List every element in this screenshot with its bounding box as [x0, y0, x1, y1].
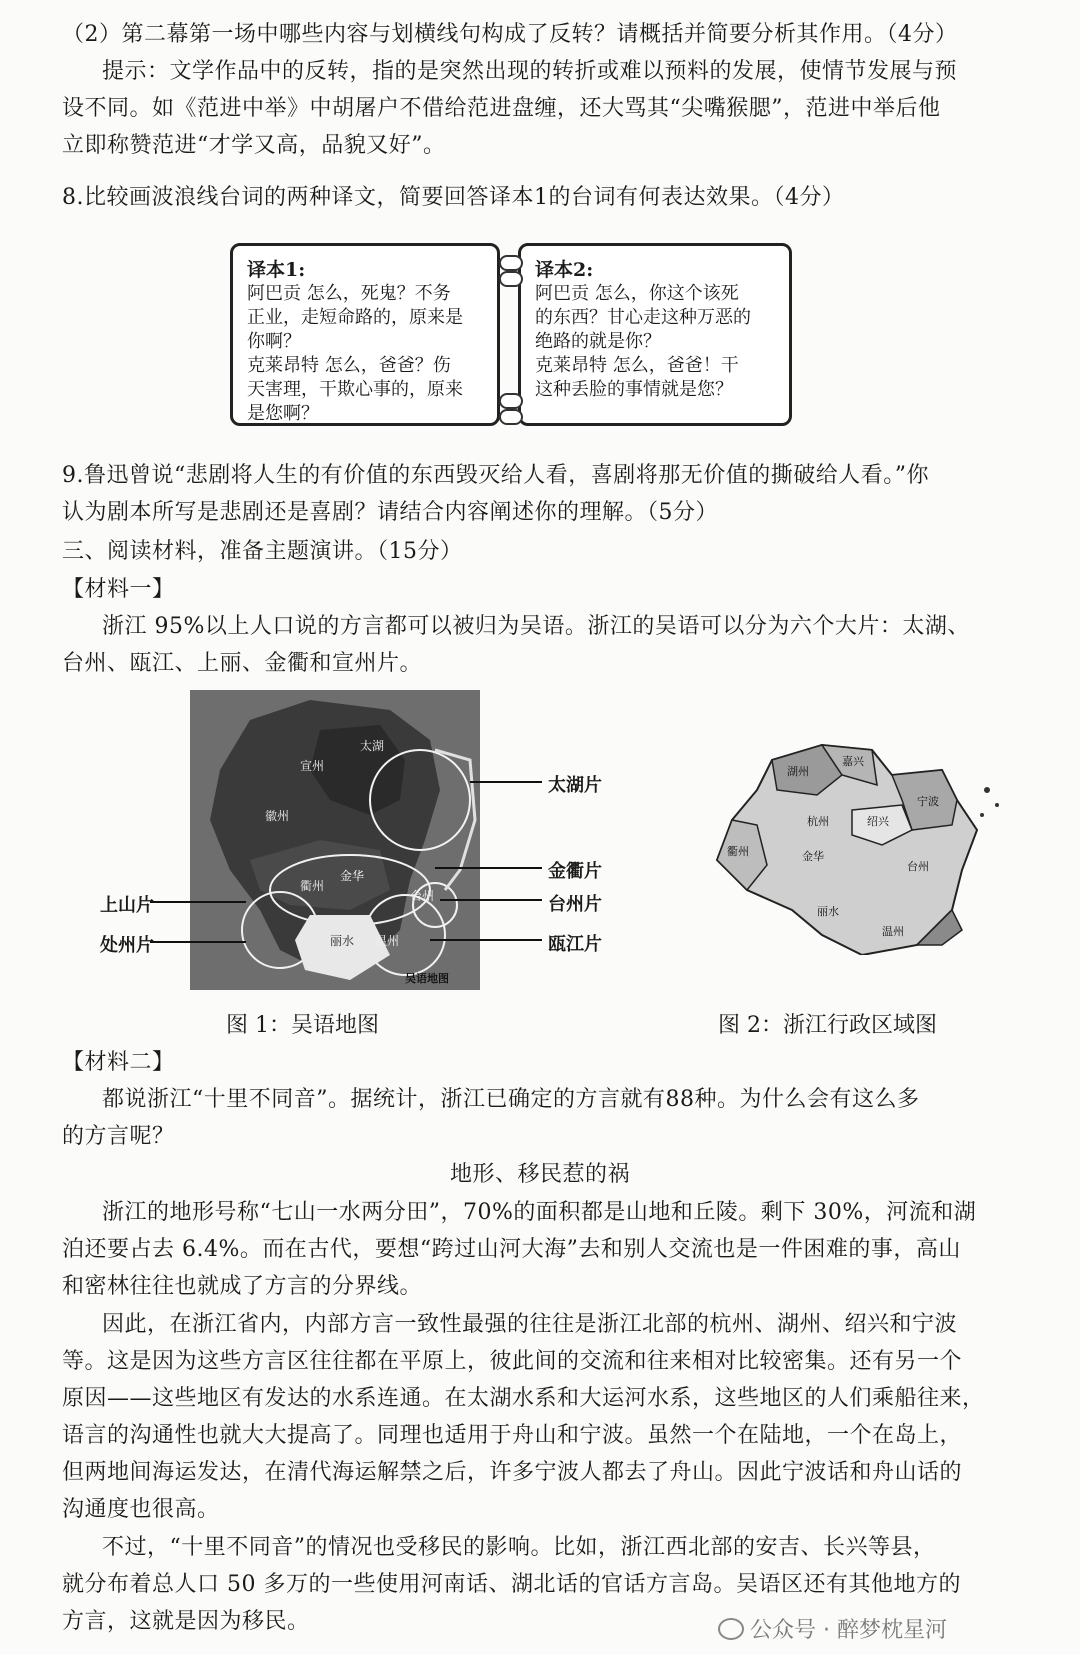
material-1-text: 台州、瓯江、上丽、金衢和宣州片。 [62, 651, 423, 676]
map1-region-label: 衢州 [300, 879, 325, 893]
map2-region-label: 绍兴 [867, 815, 889, 828]
binder-ring-icon [499, 409, 523, 425]
paragraph-line: 不过，“十里不同音”的情况也受移民的影响。比如，浙江西北部的安吉、长兴等县， [102, 1535, 936, 1560]
paragraph-line: 方言，这就是因为移民。 [62, 1609, 310, 1634]
map2-region-label: 宁波 [917, 795, 939, 808]
map1-inner-title: 吴语地图 [405, 972, 449, 985]
map2-region-label: 嘉兴 [842, 755, 864, 768]
paragraph-line: 等。这是因为这些方言区往往都在平原上，彼此间的交流和往来相对比较密集。还有另一个 [62, 1349, 963, 1374]
translation-1-title: 译本1: [247, 259, 306, 281]
watermark-text: 公众号 · 醉梦枕星河 [750, 1618, 947, 1643]
wechat-icon [718, 1618, 744, 1640]
callout-jinqu: 金衢片 [548, 861, 602, 882]
map2-region-label: 温州 [882, 925, 904, 938]
map2-region-label: 台州 [907, 860, 929, 873]
callout-chuzhou: 处州片 [100, 935, 154, 956]
map1-region-label: 徽州 [265, 809, 290, 823]
map1-region-label: 金华 [340, 869, 365, 883]
figure-2-caption: 图 2：浙江行政区域图 [718, 1013, 937, 1038]
translation-1-body: 阿巴贡 怎么，死鬼？不务 正业，走短命路的，原来是 你啊？ 克莱昂特 怎么，爸爸？伤 天害理，干欺心事的，原来 是您啊？ [247, 283, 463, 424]
hint-line: 设不同。如《范进中举》中胡屠户不借给范进盘缠，还大骂其“尖嘴猴腮”，范进中举后他 [62, 96, 941, 121]
question-8: 8.比较画波浪线台词的两种译文，简要回答译本1的台词有何表达效果。（4分） [62, 185, 845, 210]
translation-box-1 [230, 243, 500, 426]
paragraph-line: 就分布着总人口 50 多万的一些使用河南话、湖北话的官话方言岛。吴语区还有其他地方的 [62, 1572, 961, 1597]
binder-ring-icon [499, 393, 523, 409]
paragraph-line: 语言的沟通性也就大大提高了。同理也适用于舟山和宁波。虽然一个在陆地，一个在岛上， [62, 1423, 963, 1448]
map1-callout-lines [150, 690, 550, 950]
paragraph-line: 泊还要占去 6.4%。而在古代，要想“跨过山河大海”去和别人交流也是一件困难的事，高山 [62, 1237, 961, 1262]
material-2-heading: 【材料二】 [62, 1050, 175, 1075]
article-subtitle: 地形、移民惹的祸 [449, 1162, 630, 1187]
material-1-heading: 【材料一】 [62, 577, 175, 602]
watermark [718, 1613, 947, 1644]
hint-line: 立即称赞范进“才学又高，品貌又好”。 [62, 133, 446, 158]
translation-2-body: 阿巴贡 怎么，你这个该死 的东西？甘心走这种万恶的 绝路的就是你？ 克莱昂特 怎么，爸爸！干 这种丢脸的事情就是您？ [535, 283, 751, 400]
material-2-intro: 的方言呢？ [62, 1124, 175, 1149]
question-9-cont: 认为剧本所写是悲剧还是喜剧？请结合内容阐述你的理解。（5分） [62, 500, 718, 525]
paragraph-line: 和密林往往也就成了方言的分界线。 [62, 1274, 423, 1299]
binder-ring-icon [499, 271, 523, 287]
map1-region-label: 温州 [375, 934, 400, 948]
paragraph-line: 浙江的地形号称“七山一水两分田”，70%的面积都是山地和丘陵。剩下 30%，河流和湖 [102, 1200, 977, 1225]
map2-region-label: 衢州 [727, 845, 749, 858]
map2-region-label: 丽水 [817, 905, 839, 918]
question-7-2: （2）第二幕第一场中哪些内容与划横线句构成了反转？请概括并简要分析其作用。（4分） [62, 22, 958, 47]
callout-oujiang: 瓯江片 [548, 934, 602, 955]
material-2-intro: 都说浙江“十里不同音”。据统计，浙江已确定的方言就有88种。为什么会有这么多 [102, 1087, 920, 1112]
paragraph-line: 原因——这些地区有发达的水系连通。在太湖水系和大运河水系，这些地区的人们乘船往来， [62, 1386, 985, 1411]
map2-region-label: 金华 [802, 850, 824, 863]
translation-box-2 [518, 243, 792, 426]
figure-1-caption: 图 1：吴语地图 [226, 1013, 379, 1038]
map1-region-label: 太湖 [360, 739, 385, 753]
translation-2-title: 译本2: [535, 259, 594, 281]
paragraph-line: 沟通度也很高。 [62, 1497, 220, 1522]
question-9: 9.鲁迅曾说“悲剧将人生的有价值的东西毁灭给人看，喜剧将那无价值的撕破给人看。”你 [62, 463, 929, 488]
map2-region-label: 湖州 [787, 765, 809, 778]
map1-region-label: 宣州 [300, 759, 325, 773]
callout-taihu: 太湖片 [548, 775, 602, 796]
section-3-title: 三、阅读材料，准备主题演讲。（15分） [62, 539, 463, 564]
map1-region-label: 台州 [410, 889, 435, 903]
paragraph-line: 但两地间海运发达，在清代海运解禁之后，许多宁波人都去了舟山。因此宁波话和舟山话的 [62, 1460, 963, 1485]
binder-ring-icon [499, 255, 523, 271]
map1-region-label: 丽水 [330, 934, 355, 948]
material-1-text: 浙江 95%以上人口说的方言都可以被归为吴语。浙江的吴语可以分为六个大片：太湖、 [102, 614, 970, 639]
callout-shangshan: 上山片 [100, 895, 154, 916]
callout-taizhou: 台州片 [548, 894, 602, 915]
map2-region-label: 杭州 [807, 815, 829, 828]
paragraph-line: 因此，在浙江省内，内部方言一致性最强的往往是浙江北部的杭州、湖州、绍兴和宁波 [102, 1312, 958, 1337]
zhejiang-admin-map [702, 730, 1007, 955]
hint-line: 提示：文学作品中的反转，指的是突然出现的转折或难以预料的发展，使情节发展与预 [102, 59, 958, 84]
